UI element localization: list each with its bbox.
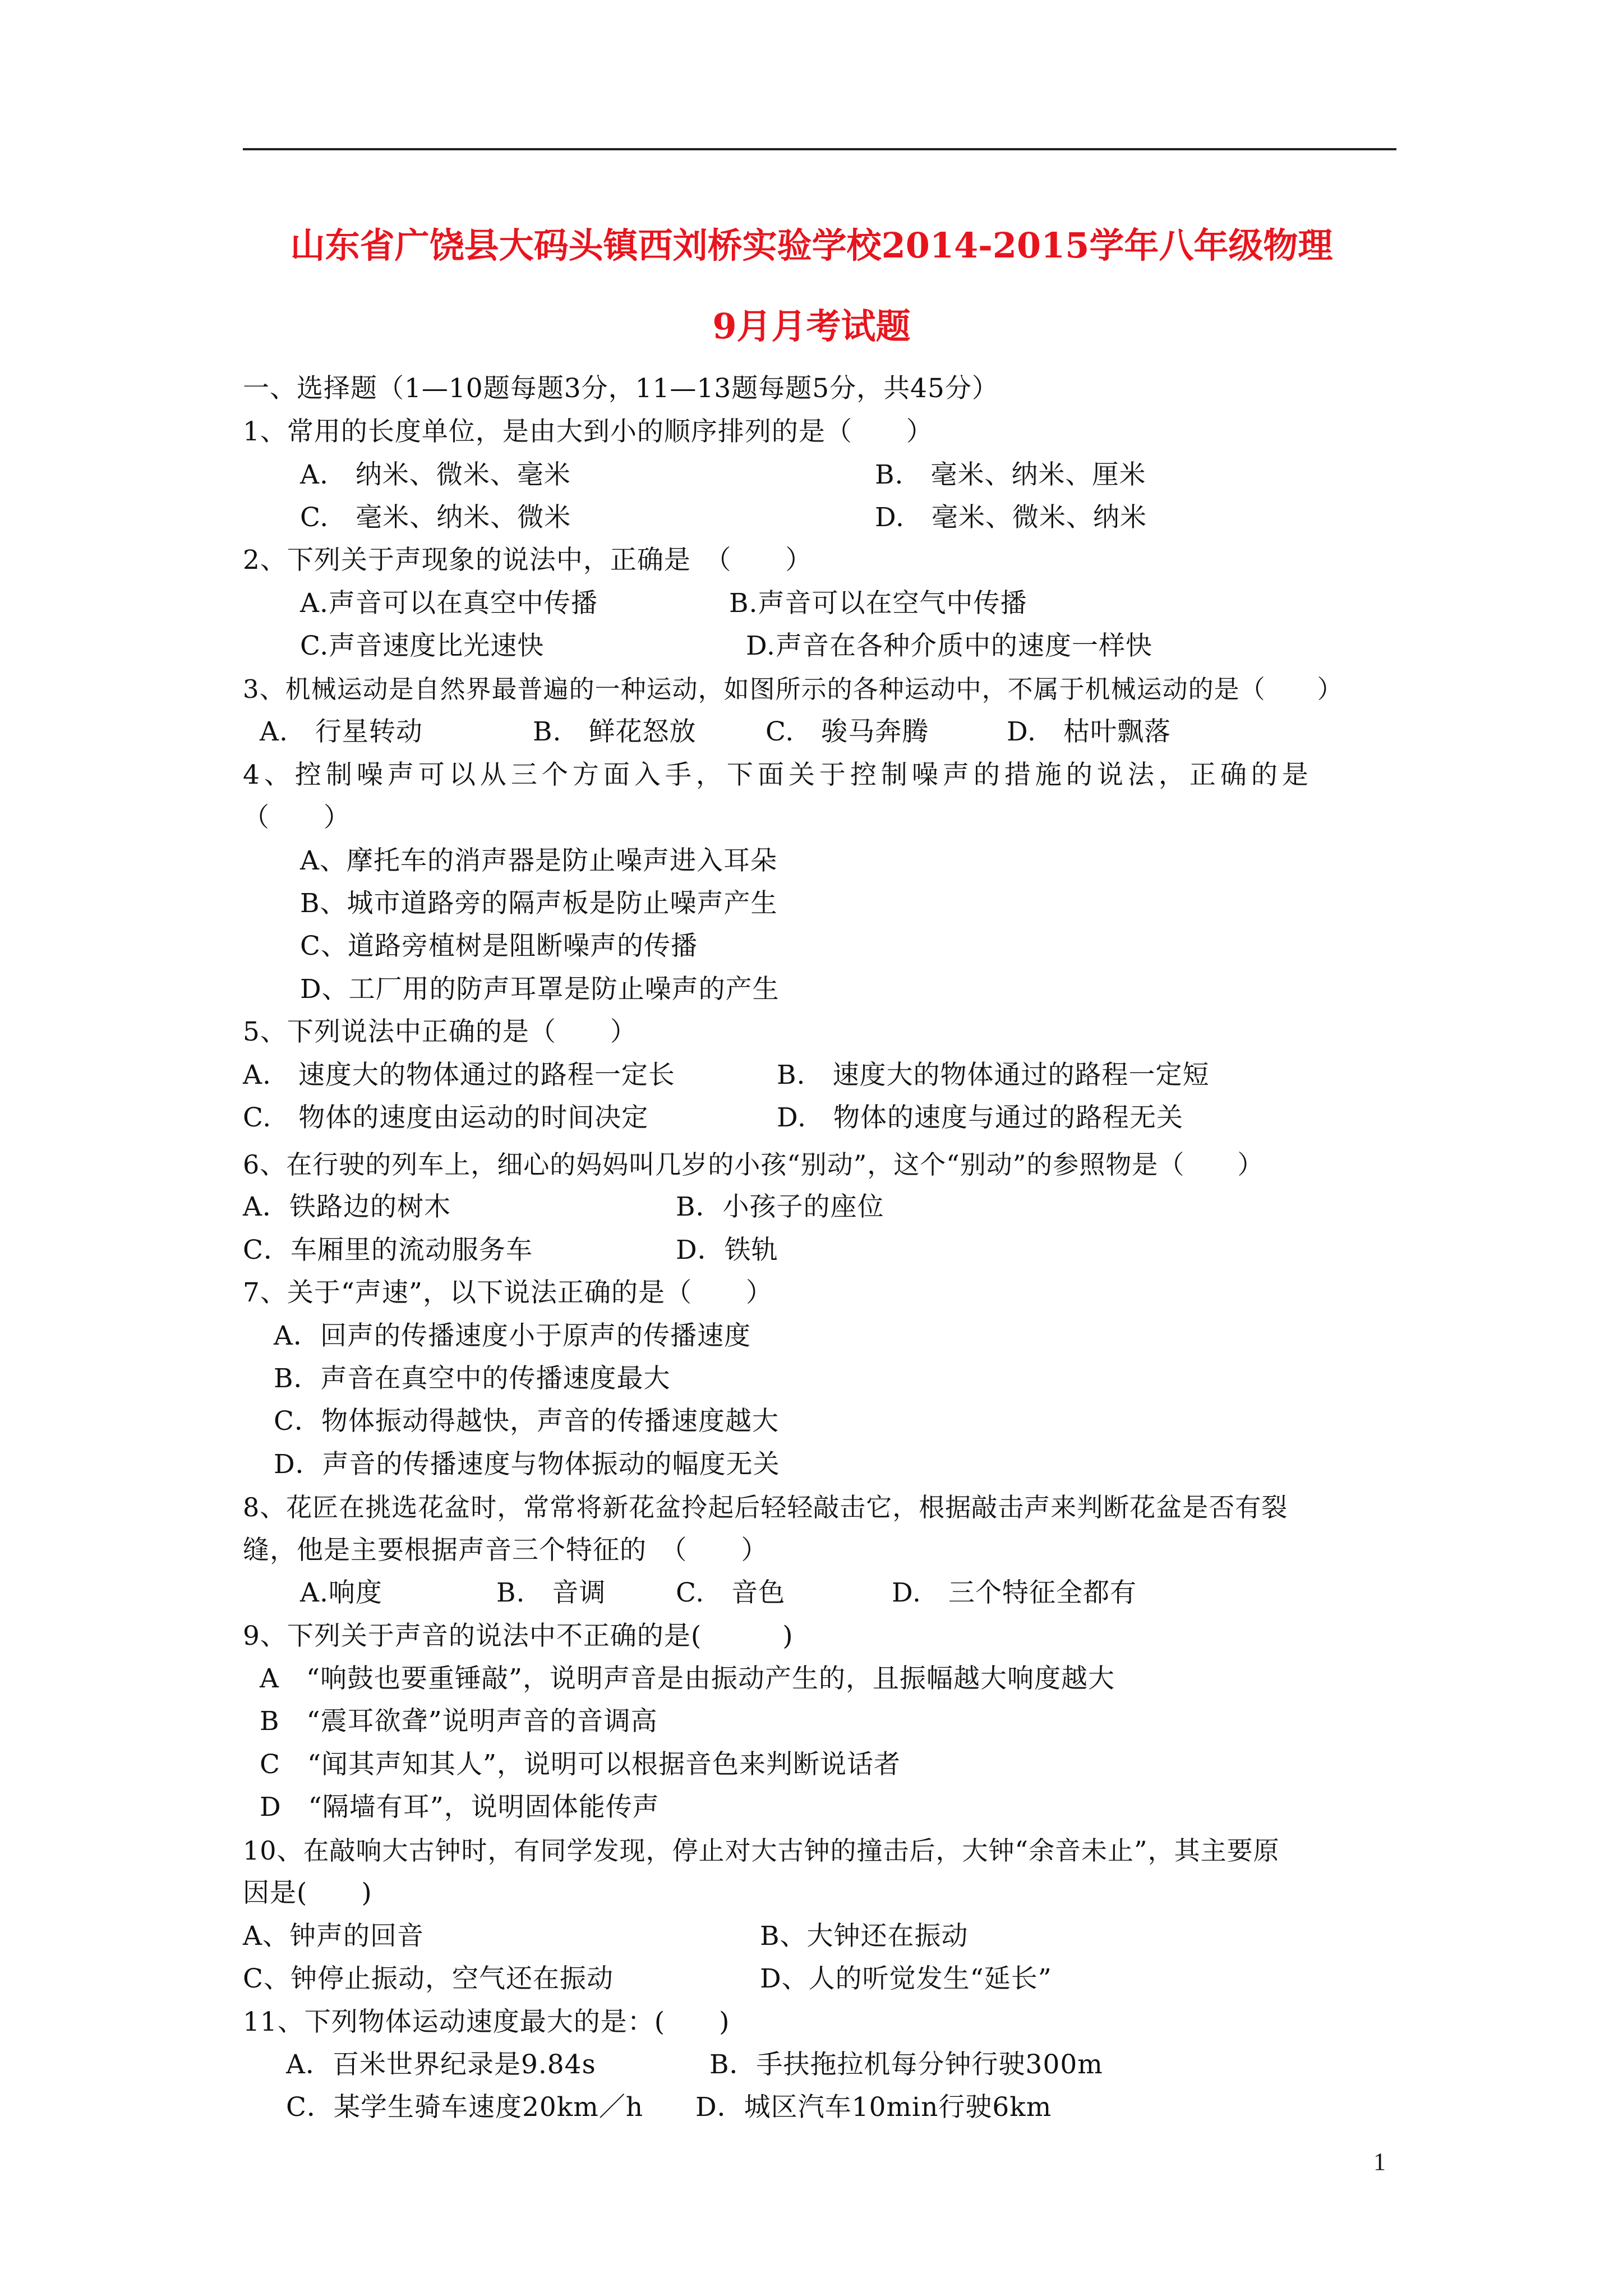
q2-option-c: C.声音速度比光速快 bbox=[300, 631, 545, 661]
q8-option-d: D. 三个特征全都有 bbox=[892, 1577, 1137, 1608]
q9-stem: 9、下列关于声音的说法中不正确的是( ) bbox=[243, 1621, 794, 1651]
header-rule bbox=[243, 148, 1396, 150]
q6-option-a: A．铁路边的树木 bbox=[243, 1191, 451, 1222]
q5-option-a: A. 速度大的物体通过的路程一定长 bbox=[243, 1060, 675, 1091]
q2-option-d: D.声音在各种介质中的速度一样快 bbox=[746, 631, 1152, 661]
q11-option-d: D．城区汽车10min行驶6km bbox=[695, 2092, 1052, 2123]
q8-option-b: B. 音调 bbox=[496, 1577, 606, 1608]
q4-stem-line1: 4、控制噪声可以从三个方面入手，下面关于控制噪声的措施的说法，正确的是 bbox=[243, 760, 1313, 790]
q7-option-b: B．声音在真空中的传播速度最大 bbox=[274, 1363, 671, 1394]
q7-option-d: D．声音的传播速度与物体振动的幅度无关 bbox=[274, 1449, 780, 1480]
q6-stem: 6、在行驶的列车上，细心的妈妈叫几岁的小孩“别动”，这个“别动”的参照物是（ ） bbox=[243, 1149, 1264, 1180]
q10-option-b: B、大钟还在振动 bbox=[760, 1921, 969, 1952]
q6-option-b: B．小孩子的座位 bbox=[676, 1191, 884, 1222]
q2-stem: 2、下列关于声现象的说法中，正确是 （ ） bbox=[243, 545, 813, 576]
q5-option-d: D. 物体的速度与通过的路程无关 bbox=[777, 1102, 1183, 1133]
q1-option-d: D. 毫米、微米、纳米 bbox=[875, 502, 1147, 533]
q3-option-d: D. 枯叶飘落 bbox=[1007, 716, 1171, 747]
q5-option-c: C. 物体的速度由运动的时间决定 bbox=[243, 1102, 649, 1133]
q8-option-a: A.响度 bbox=[300, 1577, 382, 1608]
q3-option-b: B. 鲜花怒放 bbox=[533, 716, 697, 747]
q5-stem: 5、下列说法中正确的是（ ） bbox=[243, 1016, 637, 1047]
q1-stem: 1、常用的长度单位，是由大到小的顺序排列的是（ ） bbox=[243, 416, 933, 447]
q1-option-b: B. 毫米、纳米、厘米 bbox=[875, 459, 1146, 490]
q10-option-a: A、钟声的回音 bbox=[243, 1921, 424, 1952]
q3-option-c: C. 骏马奔腾 bbox=[766, 716, 929, 747]
exam-title-line2: 9月月考试题 bbox=[712, 306, 911, 347]
q8-stem-line1: 8、花匠在挑选花盆时，常常将新花盆拎起后轻轻敲击它，根据敲击声来判断花盆是否有裂 bbox=[243, 1492, 1288, 1522]
q6-option-c: C．车厢里的流动服务车 bbox=[243, 1235, 533, 1266]
q4-option-c: C、道路旁植树是阻断噪声的传播 bbox=[300, 931, 698, 961]
q11-option-b: B．手扶拖拉机每分钟行驶300m bbox=[709, 2049, 1103, 2080]
q2-option-a: A.声音可以在真空中传播 bbox=[300, 588, 598, 619]
q11-option-c: C．某学生骑车速度20km／h bbox=[286, 2092, 644, 2123]
q10-stem-line1: 10、在敲响大古钟时，有同学发现，停止对大古钟的撞击后，大钟“余音未止”，其主要原 bbox=[243, 1835, 1280, 1866]
q4-option-d: D、工厂用的防声耳罩是防止噪声的产生 bbox=[300, 974, 780, 1005]
q11-stem: 11、下列物体运动速度最大的是：( ) bbox=[243, 2007, 730, 2037]
q4-option-b: B、城市道路旁的隔声板是防止噪声产生 bbox=[300, 888, 778, 919]
q9-option-b: B “震耳欲聋”说明声音的音调高 bbox=[260, 1706, 658, 1737]
page-number: 1 bbox=[1373, 2148, 1386, 2175]
q10-option-c: C、钟停止振动，空气还在振动 bbox=[243, 1963, 614, 1994]
q4-stem-line2: （ ） bbox=[243, 802, 351, 833]
q2-option-b: B.声音可以在空气中传播 bbox=[729, 588, 1027, 619]
q1-option-c: C. 毫米、纳米、微米 bbox=[300, 502, 571, 533]
q10-option-d: D、人的听觉发生“延长” bbox=[760, 1963, 1052, 1994]
q3-stem: 3、机械运动是自然界最普遍的一种运动，如图所示的各种运动中，不属于机械运动的是（ ） bbox=[243, 674, 1343, 704]
q4-option-a: A、摩托车的消声器是防止噪声进入耳朵 bbox=[300, 845, 777, 876]
q7-option-a: A．回声的传播速度小于原声的传播速度 bbox=[274, 1320, 751, 1351]
q10-stem-line2: 因是( ) bbox=[243, 1878, 372, 1908]
section-heading: 一、选择题（1—10题每题3分，11—13题每题5分，共45分） bbox=[243, 373, 999, 404]
q9-option-a: A “响鼓也要重锤敲”，说明声音是由振动产生的，且振幅越大响度越大 bbox=[260, 1663, 1115, 1694]
q7-option-c: C．物体振动得越快，声音的传播速度越大 bbox=[274, 1406, 779, 1437]
q9-option-c: C “闻其声知其人”，说明可以根据音色来判断说话者 bbox=[260, 1749, 901, 1780]
q3-option-a: A. 行星转动 bbox=[260, 716, 423, 747]
exam-title-line1: 山东省广饶县大码头镇西刘桥实验学校2014-2015学年八年级物理 bbox=[290, 225, 1333, 266]
q6-option-d: D．铁轨 bbox=[676, 1235, 778, 1266]
q8-stem-line2: 缝，他是主要根据声音三个特征的 （ ） bbox=[243, 1535, 768, 1566]
q8-option-c: C. 音色 bbox=[676, 1577, 786, 1608]
q1-option-a: A. 纳米、微米、毫米 bbox=[300, 459, 571, 490]
q9-option-d: D “隔墙有耳”，说明固体能传声 bbox=[260, 1792, 660, 1823]
q7-stem: 7、关于“声速”，以下说法正确的是（ ） bbox=[243, 1277, 773, 1308]
q5-option-b: B. 速度大的物体通过的路程一定短 bbox=[777, 1060, 1210, 1091]
q11-option-a: A．百米世界纪录是9.84s bbox=[286, 2049, 596, 2080]
